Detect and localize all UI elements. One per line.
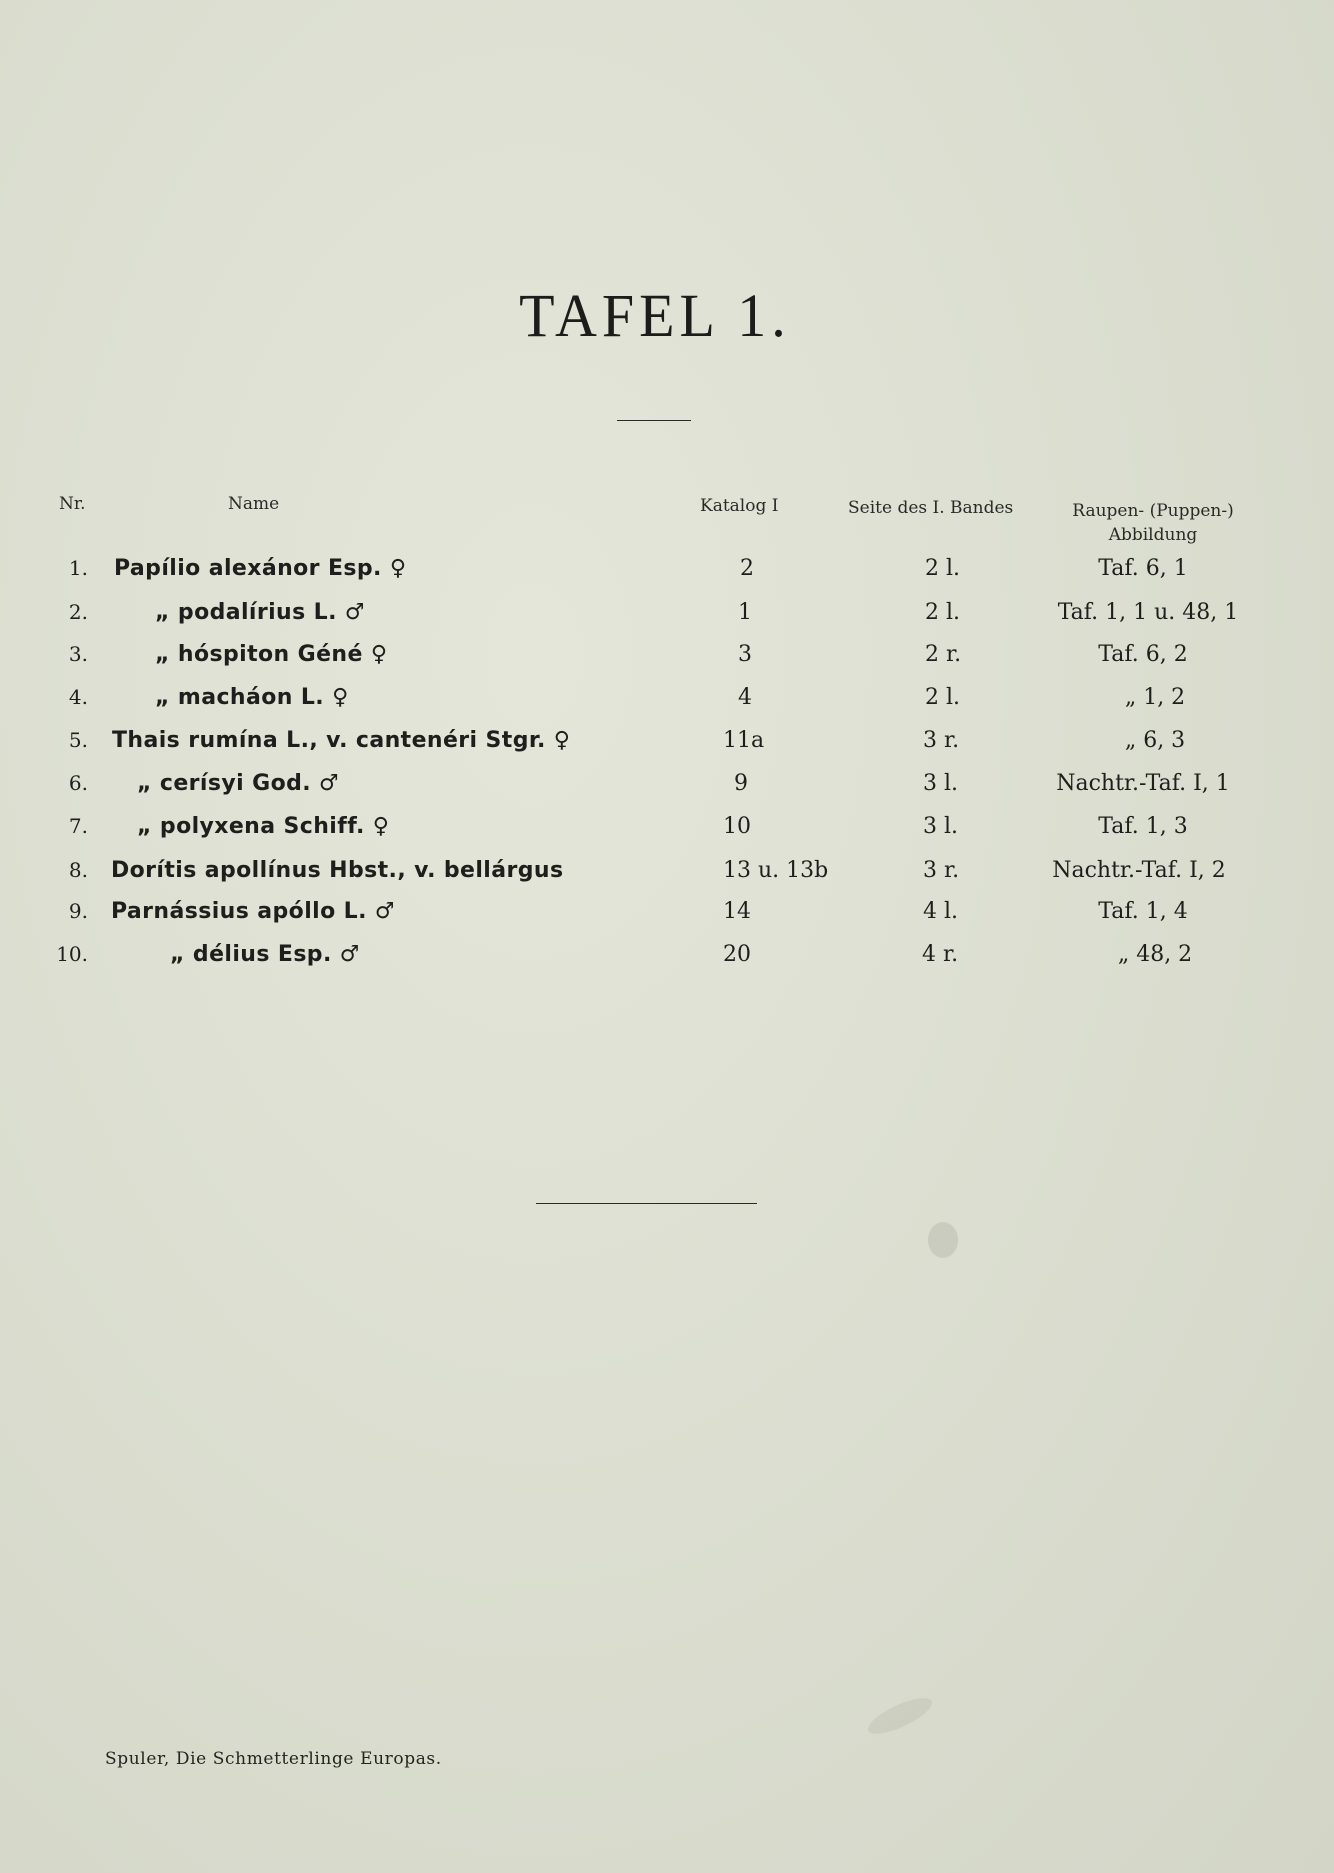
table-row [0, 942, 1334, 984]
table-row [0, 642, 1334, 684]
row-katalog: 9 [734, 771, 748, 796]
row-raupen: Taf. 1, 1 u. 48, 1 [1057, 600, 1239, 625]
header-katalog: Katalog I [700, 496, 779, 516]
table-row [0, 814, 1334, 856]
row-name: „ hóspiton Géné ♀ [155, 642, 388, 667]
row-nr: 1. [68, 556, 88, 580]
row-katalog: 13 u. 13b [723, 858, 829, 883]
table-row [0, 685, 1334, 727]
row-name: Thais rumína L., v. cantenéri Stgr. ♀ [112, 728, 571, 753]
row-seite: 3 r. [923, 728, 960, 753]
row-katalog: 2 [740, 556, 754, 581]
table-row [0, 556, 1334, 598]
header-nr: Nr. [59, 494, 86, 514]
row-seite: 3 l. [923, 771, 959, 796]
row-raupen: „ 6, 3 [1124, 728, 1186, 753]
table-row [0, 728, 1334, 770]
row-nr: 5. [68, 728, 88, 752]
row-katalog: 11a [723, 728, 765, 753]
row-seite: 4 l. [923, 899, 959, 924]
table-row [0, 858, 1334, 900]
row-katalog: 14 [723, 899, 751, 924]
row-name: „ cerísyi God. ♂ [137, 771, 340, 796]
title-divider [617, 420, 691, 421]
row-seite: 4 r. [922, 942, 959, 967]
page-title: TAFEL 1. [519, 281, 791, 350]
header-seite: Seite des I. Bandes [848, 498, 1014, 518]
row-raupen: Nachtr.-Taf. I, 2 [1052, 858, 1226, 883]
row-katalog: 4 [738, 685, 752, 710]
bottom-divider [536, 1203, 757, 1204]
row-seite: 2 l. [925, 685, 961, 710]
row-katalog: 1 [738, 600, 752, 625]
row-raupen: Taf. 6, 2 [1098, 642, 1188, 667]
row-nr: 7. [68, 814, 88, 838]
row-seite: 2 r. [925, 642, 962, 667]
table-row [0, 771, 1334, 813]
row-katalog: 20 [723, 942, 751, 967]
row-nr: 3. [68, 642, 88, 666]
row-seite: 2 l. [925, 556, 961, 581]
row-nr: 8. [68, 858, 88, 882]
row-raupen: Nachtr.-Taf. I, 1 [1056, 771, 1230, 796]
paper-stain [864, 1691, 937, 1741]
header-name: Name [228, 494, 280, 514]
row-raupen: Taf. 1, 3 [1098, 814, 1188, 839]
row-nr: 9. [68, 899, 88, 923]
row-name: Parnássius apóllo L. ♂ [111, 899, 396, 924]
row-nr: 6. [68, 771, 88, 795]
row-nr: 10. [56, 942, 88, 966]
row-katalog: 3 [738, 642, 752, 667]
row-name: „ délius Esp. ♂ [170, 942, 360, 967]
row-raupen: „ 48, 2 [1117, 942, 1193, 967]
row-raupen: Taf. 1, 4 [1098, 899, 1188, 924]
row-name: „ podalírius L. ♂ [155, 600, 366, 625]
row-seite: 3 r. [923, 858, 960, 883]
row-raupen: Taf. 6, 1 [1098, 556, 1188, 581]
table-row [0, 600, 1334, 642]
header-raupen-line2: Abbildung [1108, 525, 1198, 545]
paper-stain [928, 1222, 958, 1258]
row-name: „ macháon L. ♀ [155, 685, 349, 710]
row-raupen: „ 1, 2 [1124, 685, 1186, 710]
row-katalog: 10 [723, 814, 751, 839]
header-raupen-line1: Raupen- (Puppen-) [1072, 501, 1234, 521]
row-nr: 2. [68, 600, 88, 624]
row-nr: 4. [68, 685, 88, 709]
row-seite: 2 l. [925, 600, 961, 625]
table-row [0, 899, 1334, 941]
row-name: „ polyxena Schiff. ♀ [137, 814, 390, 839]
row-seite: 3 l. [923, 814, 959, 839]
row-name: Papílio alexánor Esp. ♀ [114, 556, 407, 581]
footer-citation: Spuler, Die Schmetterlinge Europas. [105, 1749, 442, 1769]
row-name: Dorítis apollínus Hbst., v. bellárgus [111, 858, 564, 883]
header-raupen [1058, 499, 1248, 547]
